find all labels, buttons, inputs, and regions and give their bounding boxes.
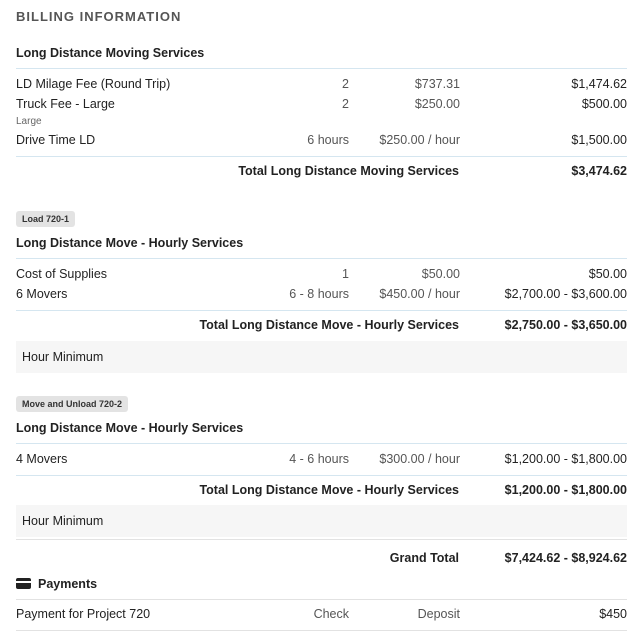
divider [16, 258, 627, 259]
divider [16, 156, 627, 157]
hour-minimum-label: Hour Minimum [22, 350, 104, 364]
credit-card-icon [16, 578, 31, 589]
item-rate: $300.00 / hour [379, 452, 460, 466]
item-rate: $737.31 [414, 77, 460, 91]
item-rate: $250.00 / hour [379, 133, 460, 147]
item-amount: $1,474.62 [571, 77, 627, 91]
divider [16, 443, 627, 444]
item-qty: 2 [342, 97, 349, 111]
line-item [16, 97, 627, 115]
hour-minimum-box [16, 341, 627, 373]
item-subtitle: Large [16, 116, 42, 127]
payment-type: Deposit [417, 607, 460, 621]
group-total-amount: $1,200.00 - $1,800.00 [504, 483, 627, 497]
payments-title: Payments [38, 577, 98, 591]
item-name: 6 Movers [16, 287, 68, 301]
item-rate: $450.00 / hour [379, 287, 460, 301]
group-total-amount: $2,750.00 - $3,650.00 [504, 318, 627, 332]
item-rate: $50.00 [421, 267, 460, 281]
item-qty: 6 - 8 hours [289, 287, 349, 301]
item-amount: $2,700.00 - $3,600.00 [504, 287, 627, 301]
payment-row [16, 607, 627, 625]
item-name: 4 Movers [16, 452, 68, 466]
item-amount: $500.00 [581, 97, 627, 111]
item-amount: $50.00 [588, 267, 627, 281]
payment-method: Check [313, 607, 349, 621]
group-total-label: Total Long Distance Move - Hourly Services [199, 483, 459, 497]
hour-minimum-label: Hour Minimum [22, 514, 104, 528]
group-title-hourly: Long Distance Move - Hourly Services [16, 236, 244, 250]
item-name: Cost of Supplies [16, 267, 108, 281]
group-total-label: Total Long Distance Moving Services [238, 164, 459, 178]
group-title-ld-moving: Long Distance Moving Services [16, 46, 205, 60]
divider [16, 475, 627, 476]
item-qty: 4 - 6 hours [289, 452, 349, 466]
line-item [16, 77, 627, 95]
item-name: Drive Time LD [16, 133, 96, 147]
divider [16, 630, 627, 631]
divider [16, 68, 627, 69]
line-item [16, 452, 627, 470]
group-total-amount: $3,474.62 [571, 164, 627, 178]
divider [16, 310, 627, 311]
item-name: LD Milage Fee (Round Trip) [16, 77, 171, 91]
item-qty: 1 [342, 267, 349, 281]
item-amount: $1,500.00 [571, 133, 627, 147]
move-unload-badge: Move and Unload 720-2 [16, 396, 128, 412]
grand-total-label: Grand Total [389, 551, 459, 565]
payment-amount: $450 [599, 607, 627, 621]
load-badge: Load 720-1 [16, 211, 75, 227]
group-total-label: Total Long Distance Move - Hourly Services [199, 318, 459, 332]
payment-description: Payment for Project 720 [16, 607, 151, 621]
divider [16, 599, 627, 600]
line-item [16, 287, 627, 305]
group-title-hourly-2: Long Distance Move - Hourly Services [16, 421, 244, 435]
item-qty: 6 hours [307, 133, 349, 147]
grand-total-amount: $7,424.62 - $8,924.62 [504, 551, 627, 565]
hour-minimum-box [16, 505, 627, 537]
item-qty: 2 [342, 77, 349, 91]
billing-section-title: BILLING INFORMATION [16, 9, 182, 24]
item-amount: $1,200.00 - $1,800.00 [504, 452, 627, 466]
item-name: Truck Fee - Large [16, 97, 115, 111]
line-item [16, 267, 627, 285]
item-rate: $250.00 [414, 97, 460, 111]
line-item [16, 133, 627, 151]
divider [16, 539, 627, 540]
